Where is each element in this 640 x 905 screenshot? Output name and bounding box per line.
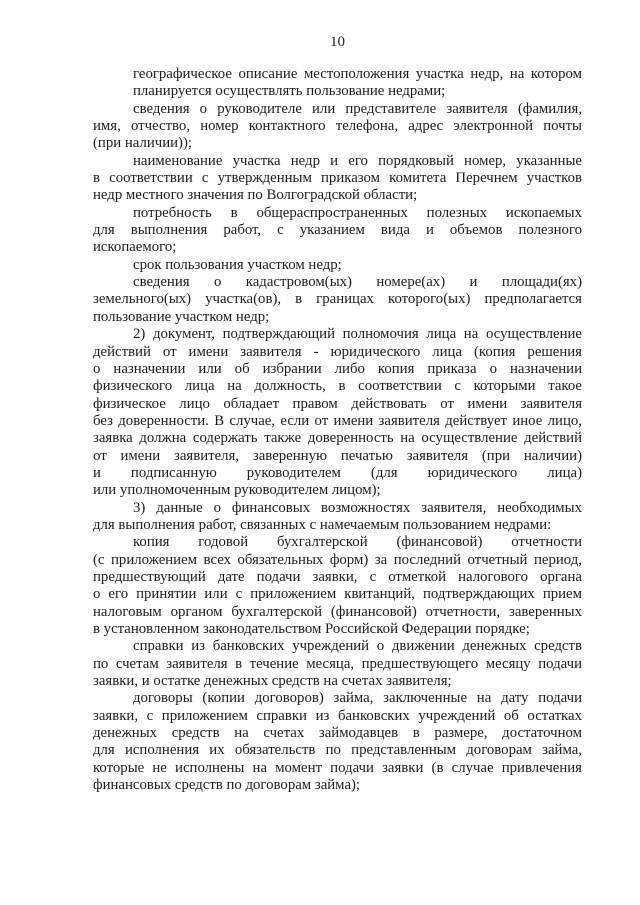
text-line: в установленном законодательством Российской Федерации порядке; — [93, 621, 530, 637]
paragraph-cadastral-info — [93, 274, 582, 326]
text-line: договоры (копии договоров) займа, заключенные на дату подачи — [133, 690, 582, 707]
text-line: заявки, и остатке денежных средств на счетах заявителя; — [93, 673, 452, 690]
text-line: пользование участком недр; — [93, 308, 270, 325]
text-line: или уполномоченным руководителем лицом); — [93, 482, 381, 499]
text-line: (с приложением всех обязательных форм) за последний отчетный период, — [93, 551, 582, 568]
text-line: недр местного значения по Волгоградской области; — [93, 187, 418, 204]
text-line: предшествующий дате подачи заявки, с отметкой налогового органа — [93, 568, 582, 585]
paragraph-annual-statements — [93, 534, 582, 638]
paragraph-minerals-need — [93, 205, 582, 257]
text-line: физическое лицо обладает правом действовать от имени заявителя — [93, 395, 582, 412]
text-line: заявки, с приложением справки из банковских учреждений об остатках — [93, 707, 582, 724]
text-line: финансовых средств по договорам займа); — [93, 777, 361, 794]
text-line: для исполнения их обязательств по представленным договорам займа, — [93, 742, 582, 759]
text-line: в соответствии с утвержденным приказом комитета Перечнем участков — [93, 170, 582, 187]
paragraph-location-description — [93, 66, 582, 101]
text-line: для выполнения работ, с указанием вида и объемов полезного — [93, 222, 582, 239]
paragraph-item-3-financial-data — [93, 500, 582, 535]
text-line: (при наличии)); — [93, 135, 193, 152]
text-line: действий от имени заявителя - юридического лица (копия решения — [93, 343, 582, 360]
paragraph-bank-statements — [93, 638, 582, 690]
text-line: сведения о руководителе или представителе заявителя (фамилия, — [133, 100, 582, 117]
text-line: денежных средств на счетах займодавцев в размере, достаточном — [93, 725, 582, 742]
text-line: географическое описание местоположения участка недр, на котором — [133, 66, 582, 82]
text-line: имя, отчество, номер контактного телефона, адрес электронной почты — [93, 118, 582, 135]
text-line: наименование участка недр и его порядковый номер, указанные — [133, 152, 582, 169]
text-line: заявка должна содержать также доверенность на осуществление действий — [93, 430, 582, 447]
text-line: без доверенности. В случае, если от имени заявителя действует иное лицо, — [93, 412, 582, 429]
text-line: сведения о кадастровом(ых) номере(ах) и площади(ях) — [133, 274, 582, 291]
paragraph-site-name — [93, 153, 582, 205]
text-line: которые не исполнены на момент подачи заявки (в случае привлечения — [93, 759, 582, 776]
paragraph-loan-agreements — [93, 690, 582, 794]
page-number: 10 — [330, 34, 345, 50]
text-line: физического лица на должность, в соответствии с которыми такое — [93, 378, 582, 395]
text-line: по счетам заявителя в течение месяца, предшествующего месяцу подачи — [93, 655, 582, 672]
text-line: от имени заявителя, заверенную печатью заявителя (при наличии) — [93, 447, 582, 464]
text-line: копия годовой бухгалтерской (финансовой) отчетности — [133, 534, 582, 551]
text-line: справки из банковских учреждений о движении денежных средств — [133, 638, 582, 655]
text-line: налоговым органом бухгалтерской (финансовой) отчетности, заверенных — [93, 603, 582, 620]
paragraph-item-2-authority-document — [93, 326, 582, 499]
text-line: для выполнения работ, связанных с намечаемым пользованием недрами: — [93, 516, 552, 533]
text-line: о его принятии или с приложением квитанций, подтверждающих прием — [93, 586, 582, 603]
paragraph-applicant-contact — [93, 101, 582, 153]
text-line: и подписанную руководителем (для юридического лица) — [93, 464, 582, 481]
text-line: земельного(ых) участка(ов), в границах которого(ых) предполагается — [93, 291, 582, 308]
text-line: ископаемого; — [93, 239, 177, 256]
text-line: 2) документ, подтверждающий полномочия лица на осуществление — [133, 326, 582, 343]
text-line: потребность в общераспространенных полезных ископаемых — [133, 204, 582, 221]
text-line: планируется осуществлять пользование недрами; — [133, 83, 446, 100]
text-line: о назначении или об избрании либо копия приказа о назначении — [93, 360, 582, 377]
text-line: срок пользования участком недр; — [133, 256, 342, 273]
body-text — [93, 66, 582, 794]
text-line: 3) данные о финансовых возможностях заявителя, необходимых — [133, 499, 582, 516]
paragraph-usage-term — [93, 257, 582, 274]
